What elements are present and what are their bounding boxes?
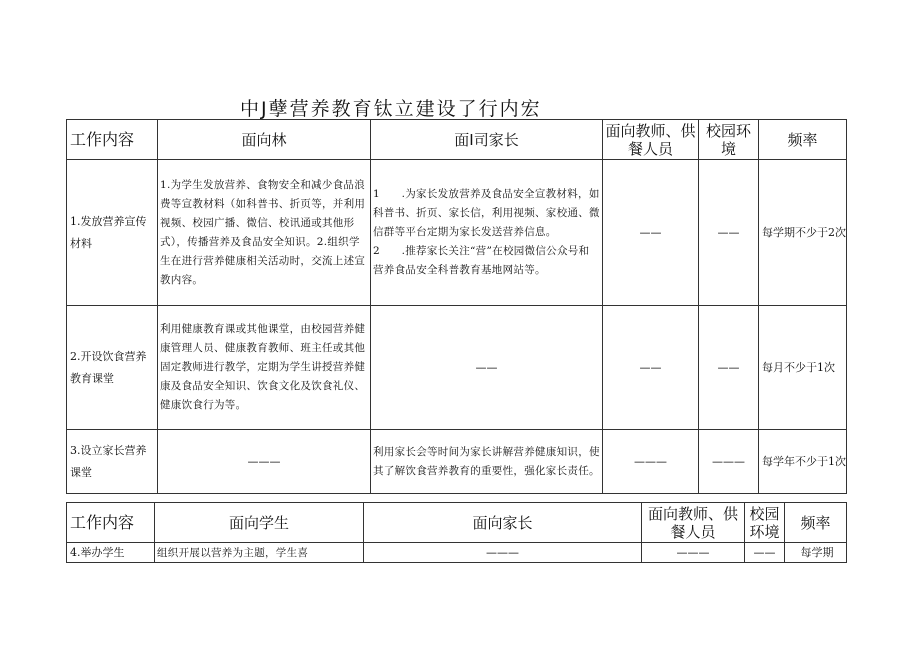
header-frequency: 频率 [759,120,847,160]
row-campus-cell: —— [699,160,759,306]
cell-paragraph: 利用健康教育课或其他课堂，由校园营养健康管理人员、健康教育教师、班主任或其他固定教师进行教学，定期为学生讲授营养健康及食品安全知识、饮食文化及饮食礼仪、健康饮食行为等。 [160,323,366,411]
table-row [67,543,847,563]
header-work-content: 工作内容 [67,503,155,543]
cell-paragraph: 利用家长会等时间为家长讲解营养健康知识，使其了解饮食营养教育的重要性，强化家长责任。 [373,445,600,477]
row-campus-cell: ——— [699,430,759,494]
row-parents-cell [371,306,603,430]
table-row [67,306,847,430]
table-row [67,430,847,494]
header-students: 面向学生 [155,503,364,543]
row-teachers-cell: —— [603,160,699,306]
cell-paragraph: ——— [247,455,281,468]
row-campus-cell: —— [699,306,759,430]
row-students-cell: 组织开展以营养为主题，学生喜 [155,543,364,563]
row-campus-cell: —— [745,543,785,563]
header-campus: 校园环境 [745,503,785,543]
header-teachers: 面向教师、供餐人员 [603,120,699,160]
cell-paragraph: 2 .推荐家长关注“营”在校园微信公众号和营养食品安全科普教育基地网站等。 [373,245,590,276]
row-parents-cell [371,160,603,306]
header-campus: 校园环境 [699,120,759,160]
row-frequency-cell: 每学期 [785,543,847,563]
header-parents: 面I司家长 [371,120,603,160]
table-row [67,160,847,306]
cell-paragraph: 1.为学生发放营养、食物安全和减少食品浪费等宣教材料（如科普书、折页等，并利用视频、校园广播、微信、校讯通或其他形式），传播营养及食品安全知识。2.组织学生在进行营养健康相关活动时，交流上述宣教内容。 [160,178,366,286]
header-frequency: 频率 [785,503,847,543]
row-item-label: 2.开设饮食营养教育课堂 [67,306,158,430]
table-header-row [67,503,847,543]
header-parents: 面向家长 [364,503,642,543]
cell-paragraph: —— [475,361,498,374]
row-frequency-cell: 每学年不少于1次 [759,430,847,494]
row-frequency-cell: 每月不少于1次 [759,306,847,430]
row-students-cell [158,160,371,306]
header-work-content: 工作内容 [67,120,158,160]
row-teachers-cell: ——— [642,543,745,563]
row-frequency-cell: 每学期不少于2次 [759,160,847,306]
cell-paragraph: 1 .为家长发放营养及食品安全宣教材料，如科普书、折页、家长信，利用视频、家校通、微信群等平台定期为家长发送营养信息。 [373,188,600,238]
row-teachers-cell: —— [603,306,699,430]
row-students-cell [158,430,371,494]
row-students-cell [158,306,371,430]
row-item-label: 1.发放营养宣传材料 [67,160,158,306]
row-item-label: 4.举办学生 [67,543,155,563]
nutrition-education-table-continued [66,502,847,563]
header-students: 面向林 [158,120,371,160]
row-teachers-cell: ——— [603,430,699,494]
row-parents-cell: ——— [364,543,642,563]
table-header-row [67,120,847,160]
row-parents-cell [371,430,603,494]
document-title: 中J孽营养教育钛立建设了行内宏 [240,98,542,120]
nutrition-education-table [66,119,847,494]
row-item-label: 3.设立家长营养课堂 [67,430,158,494]
header-teachers: 面向教师、供餐人员 [642,503,745,543]
